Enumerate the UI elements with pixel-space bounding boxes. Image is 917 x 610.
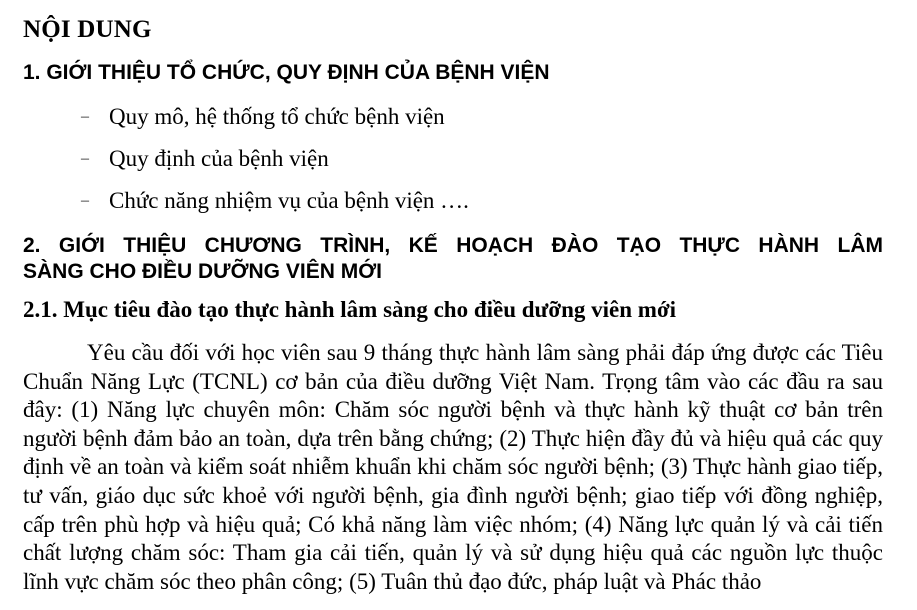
section-2-title-line-1: 2. GIỚI THIỆU CHƯƠNG TRÌNH, KẾ HOẠCH ĐÀO TẠO THỰC HÀNH LÂM [23, 234, 883, 257]
list-item-text: Chức năng nhiệm vụ của bệnh viện …. [109, 188, 469, 213]
section-1-title: 1. GIỚI THIỆU TỔ CHỨC, QUY ĐỊNH CỦA BỆNH VIỆN [23, 61, 550, 84]
section-2-title-line-2: SÀNG CHO ĐIỀU DƯỠNG VIÊN MỚI [23, 260, 382, 283]
list-item [23, 180, 469, 222]
body-paragraph: Yêu cầu đối với học viên sau 9 tháng thực hành lâm sàng phải đáp ứng được các Tiêu Chuẩn Năng Lực (TCNL) cơ bản của điều dưỡng Việt Nam. Trọng tâm vào các đầu ra sau đây: (1) Năng lực chuyên môn: Chăm sóc người bệnh và thực hành kỹ thuật cơ bản trên người bệnh đảm bảo an toàn, dựa trên bằng chứng; (2) Thực hiện đầy đủ và hiệu quả các quy định về an toàn và kiểm soát nhiễm khuẩn khi chăm sóc người bệnh; (3) Thực hành giao tiếp, tư vấn, giáo dục sức khoẻ với người bệnh, gia đình người bệnh; giao tiếp với đồng nghiệp, cấp trên phù hợp và hiệu quả; Có khả năng làm việc nhóm; (4) Năng lực quản lý và cải tiến chất lượng chăm sóc: Tham gia cải tiến, quản lý và sử dụng hiệu quả các nguồn lực thuộc lĩnh vực chăm sóc theo phân công; (5) Tuân thủ đạo đức, pháp luật và Phác thảo [23, 340, 883, 594]
dash-bullet-icon: – [81, 150, 89, 167]
section-2-title [23, 233, 883, 285]
list-item [23, 96, 469, 138]
subsection-2-1-title: 2.1. Mục tiêu đào tạo thực hành lâm sàng cho điều dưỡng viên mới [23, 297, 677, 322]
dash-bullet-icon: – [81, 108, 89, 125]
list-item-text: Quy mô, hệ thống tổ chức bệnh viện [109, 104, 445, 129]
content-heading: NỘI DUNG [23, 16, 152, 43]
section-1-bullet-list [23, 96, 469, 222]
list-item [23, 138, 469, 180]
dash-bullet-icon: – [81, 192, 89, 209]
document-page [23, 0, 883, 610]
list-item-text: Quy định của bệnh viện [109, 146, 329, 171]
